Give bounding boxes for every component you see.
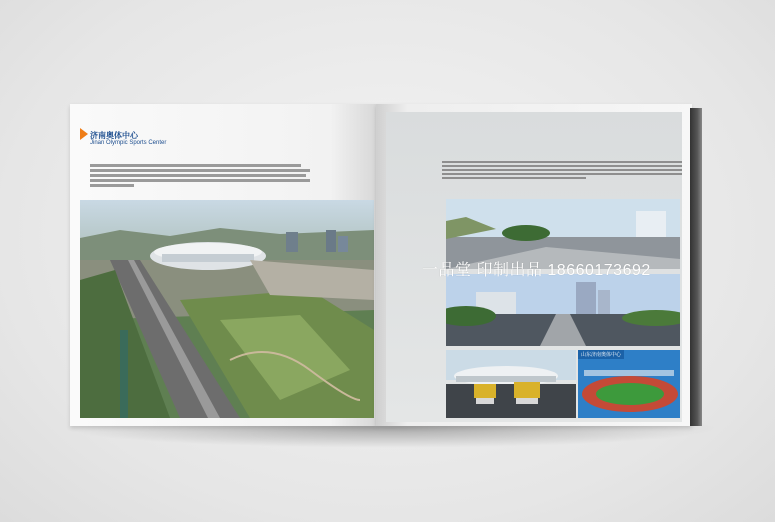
stadium-construction-photo [446,350,576,418]
aerial-stadium-photo [80,200,374,418]
left-page [70,104,376,426]
page-title: 济南奥体中心 [90,131,138,140]
body-text-placeholder [442,159,682,181]
page-subtitle: Jinan Olympic Sports Center [90,140,167,146]
watermark-text: 一品堂 印制出品 18660173692 [422,262,651,279]
title-arrow-icon [80,128,88,140]
stadium-track-photo [578,350,680,418]
avenue-photo [446,274,680,346]
body-text-placeholder [90,162,310,189]
photo-badge: 山东济南奥体中心 [578,350,624,359]
book-back-edge [690,108,702,426]
